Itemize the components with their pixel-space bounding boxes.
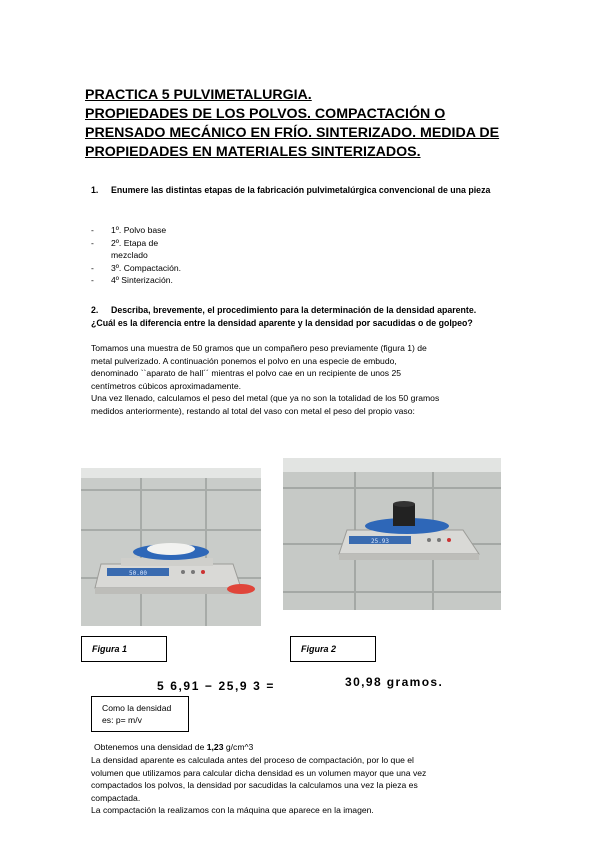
paragraph-line: Una vez llenado, calculamos el peso del metal (que ya no son la totalidad de los 50 gramos <box>91 393 440 404</box>
document-title <box>85 86 545 162</box>
list-item <box>91 262 211 275</box>
result-prefix: Obtenemos una densidad de <box>94 742 207 752</box>
paragraph-line: compactados los polvos, la densidad por sacudidas la calculamos una vez la pieza es <box>91 780 418 791</box>
figure-1-photo <box>81 468 261 626</box>
title-line-1: PRACTICA 5 PULVIMETALURGIA. <box>85 87 312 103</box>
question-2-line-1: Describa, brevemente, el procedimiento para la determinación de la densidad aparente. <box>111 305 477 315</box>
question-1-number: 1. <box>91 185 99 195</box>
explanation-paragraph <box>91 754 531 817</box>
title-line-2: PROPIEDADES DE LOS POLVOS. COMPACTACIÓN O <box>85 106 446 122</box>
list-item <box>91 224 211 237</box>
stages-list <box>91 224 211 287</box>
result-unit: g/cm^3 <box>223 742 254 752</box>
question-2-line-2: ¿Cuál es la diferencia entre la densidad aparente y la densidad por sacudidas o de golpeo? <box>91 318 473 328</box>
list-marker: - <box>91 275 94 286</box>
equation-lhs: 5 6,91 − 25,9 3 = <box>157 679 275 693</box>
stage-label: 3º. Compactación. <box>111 262 182 273</box>
paragraph-line: La compactación la realizamos con la máquina que aparece en la imagen. <box>91 805 374 816</box>
stage-label: 1º. Polvo base <box>111 225 167 235</box>
question-2-number: 2. <box>91 305 99 315</box>
density-box-line: es: p= m/v <box>102 714 142 725</box>
paragraph-line: volumen que utilizamos para calcular dicha densidad es un volumen mayor que una vez <box>91 767 427 778</box>
list-item <box>91 237 191 262</box>
figure-2-caption: Figura 2 <box>290 636 376 662</box>
figure-1-caption: Figura 1 <box>81 636 167 662</box>
density-formula-box <box>91 696 189 732</box>
list-marker: - <box>91 262 94 273</box>
paragraph-line: Tomamos una muestra de 50 gramos que un compañero peso previamente (figura 1) de <box>91 343 427 353</box>
list-item <box>91 274 211 287</box>
stage-label: 4º Sinterización. <box>111 275 173 286</box>
list-marker: - <box>91 225 94 235</box>
result-value: 1,23 <box>206 742 224 752</box>
title-line-3: PRENSADO MECÁNICO EN FRÍO. SINTERIZADO. MEDIDA DE <box>85 125 500 141</box>
figure-2-photo <box>283 458 501 610</box>
density-box-line: Como la densidad <box>102 703 172 713</box>
paragraph-line: La densidad aparente es calculada antes del proceso de compactación, por lo que el <box>91 755 414 765</box>
density-result <box>94 741 253 754</box>
paragraph-line: denominado ``aparato de hall´´ mientras el polvo cae en un recipiente de unos 25 <box>91 368 402 379</box>
paragraph-line: medidos anteriormente), restando al total del vaso con metal el peso del propio vaso: <box>91 405 415 416</box>
scale-1-readout: 50.00 <box>128 570 148 577</box>
paragraph-line: centímetros cúbicos aproximadamente. <box>91 380 241 391</box>
stage-label: 2º. Etapa de mezclado <box>111 237 159 261</box>
procedure-paragraph <box>91 342 531 418</box>
paragraph-line: metal pulverizado. A continuación ponemos el polvo en una especie de embudo, <box>91 355 397 366</box>
question-1-text: Enumere las distintas etapas de la fabricación pulvimetalúrgica convencional de una pieza <box>111 185 491 195</box>
title-line-4: PROPIEDADES EN MATERIALES SINTERIZADOS. <box>85 144 421 160</box>
list-marker: - <box>91 237 94 248</box>
equation-rhs: 30,98 gramos. <box>345 675 444 689</box>
paragraph-line: compactada. <box>91 792 141 803</box>
scale-2-readout: 25.93 <box>370 538 390 545</box>
